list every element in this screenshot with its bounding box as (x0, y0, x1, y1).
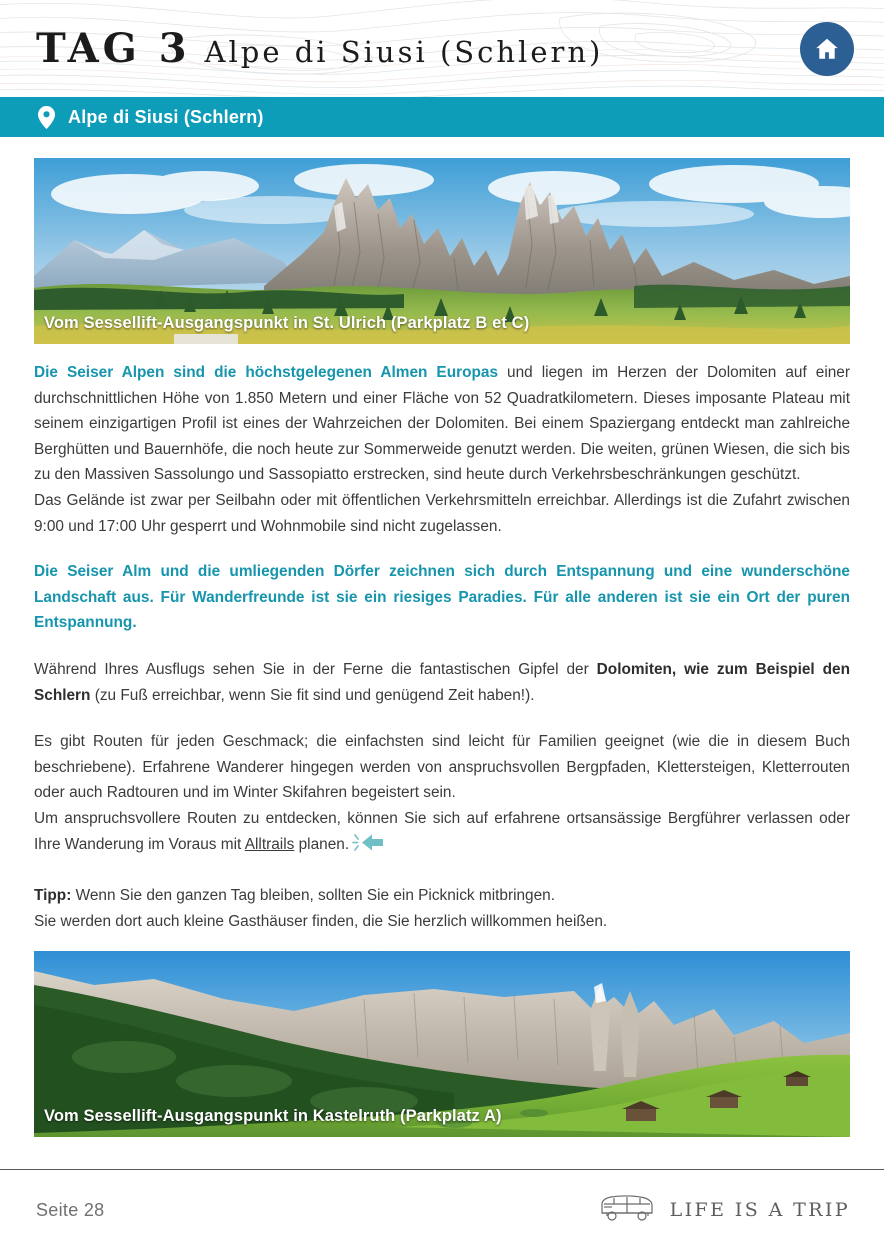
page-content (0, 158, 884, 1137)
van-icon (598, 1193, 656, 1228)
alltrails-link[interactable]: Alltrails (244, 835, 295, 853)
figure-bottom (34, 951, 850, 1137)
figure-bottom-caption: Vom Sessellift-Ausgangspunkt in Kastelruth (Parkplatz A) (44, 1107, 502, 1126)
home-icon (813, 35, 841, 63)
paragraph-access-text: Das Gelände ist zwar per Seilbahn oder mit öffentlichen Verkehrsmitteln erreichbar. Allerdings ist die Zufahrt zwischen 9:00 und 17:00 Uhr gesperrt und Wohnmobile sind nicht zugelassen. (34, 491, 850, 535)
figure-top-caption: Vom Sessellift-Ausgangspunkt in St. Ulrich (Parkplatz B et C) (44, 314, 530, 332)
paragraph-guides-post: planen. (294, 835, 350, 853)
page-number: Seite 28 (36, 1199, 105, 1220)
home-button[interactable] (800, 22, 854, 76)
tip-label: Tipp: (34, 887, 72, 905)
figure-top (34, 158, 850, 344)
page-footer (0, 1170, 884, 1250)
paragraph-routes-a: Es gibt Routen für jeden Geschmack; die einfachsten sind leicht für Familien geeignet (wie die in diesem Buch beschriebene). Erfahrene Wanderer hingegen werden von anspruchsvollen Bergpfaden, Klettersteigen, Kletterrouten oder auch Radtouren und im Winter Skifahren begeistert sein. (34, 733, 850, 802)
location-bar-label: Alpe di Siusi (Schlern) (68, 106, 264, 127)
paragraph-views-a: Während Ihres Ausflugs sehen Sie in der Ferne die fantastischen Gipfel der (34, 660, 597, 678)
page-header (0, 0, 884, 97)
paragraph-tip (34, 883, 850, 909)
paragraph-views (34, 657, 850, 708)
paragraph-highlight-text: Die Seiser Alm und die umliegenden Dörfer zeichnen sich durch Entspannung und eine wunderschöne Landschaft aus. Für Wanderfreunde ist sie ein riesiges Paradies. Für alle anderen ist sie ein Ort der puren Entspannung. (34, 563, 850, 632)
paragraph-guides (34, 806, 850, 861)
paragraph-views-b: (zu Fuß erreichbar, wenn Sie fit sind und genügend Zeit haben!). (90, 686, 535, 704)
day-title: TAG 3 (36, 24, 191, 72)
brand-logo (598, 1193, 850, 1228)
cursor-arrow-icon (350, 832, 384, 862)
location-title: Alpe di Siusi (Schlern) (204, 34, 604, 69)
map-pin-icon (38, 106, 55, 129)
paragraph-views-bold: Dolomiten, wie zum Beispiel den Schlern (34, 660, 851, 704)
paragraph-intro-rest: und liegen im Herzen der Dolomiten auf einer durchschnittlichen Höhe von 1.850 Metern und einer Fläche von 52 Quadratkilometern. Dieses imposante Plateau mit seinem einzigartigen Profil ist eines der Wahrzeichen der Dolomiten. Bei einem Spaziergang entdeckt man zahlreiche Berghütten und Bauernhöfe, die noch heute zur Sommerweide genutzt werden. Die weiten, grünen Wiesen, die sich bis zu den Massiven Sassolungo und Sassopiatto erstrecken, sind heute durch Verkehrsbeschränkungen geschützt. (34, 364, 850, 484)
brand-text: LIFE IS A TRIP (669, 1199, 850, 1221)
paragraph-huts (34, 909, 850, 935)
paragraph-routes (34, 729, 850, 806)
tip-text: Wenn Sie den ganzen Tag bleiben, sollten Sie ein Picknick mitbringen. (71, 887, 556, 905)
paragraph-guides-pre: Um anspruchsvollere Routen zu entdecken, können Sie sich auf erfahrene ortsansässige Bergführer verlassen oder Ihre Wanderung im Voraus mit (34, 809, 850, 853)
page-title (36, 24, 800, 72)
paragraph-access (34, 488, 850, 539)
paragraph-intro-lead: Die Seiser Alpen sind die höchstgelegenen Almen Europas (34, 364, 499, 381)
location-bar (0, 97, 884, 137)
paragraph-huts-text: Sie werden dort auch kleine Gasthäuser finden, die Sie herzlich willkommen heißen. (34, 912, 608, 930)
paragraph-intro (34, 360, 850, 488)
paragraph-highlight (34, 559, 850, 636)
